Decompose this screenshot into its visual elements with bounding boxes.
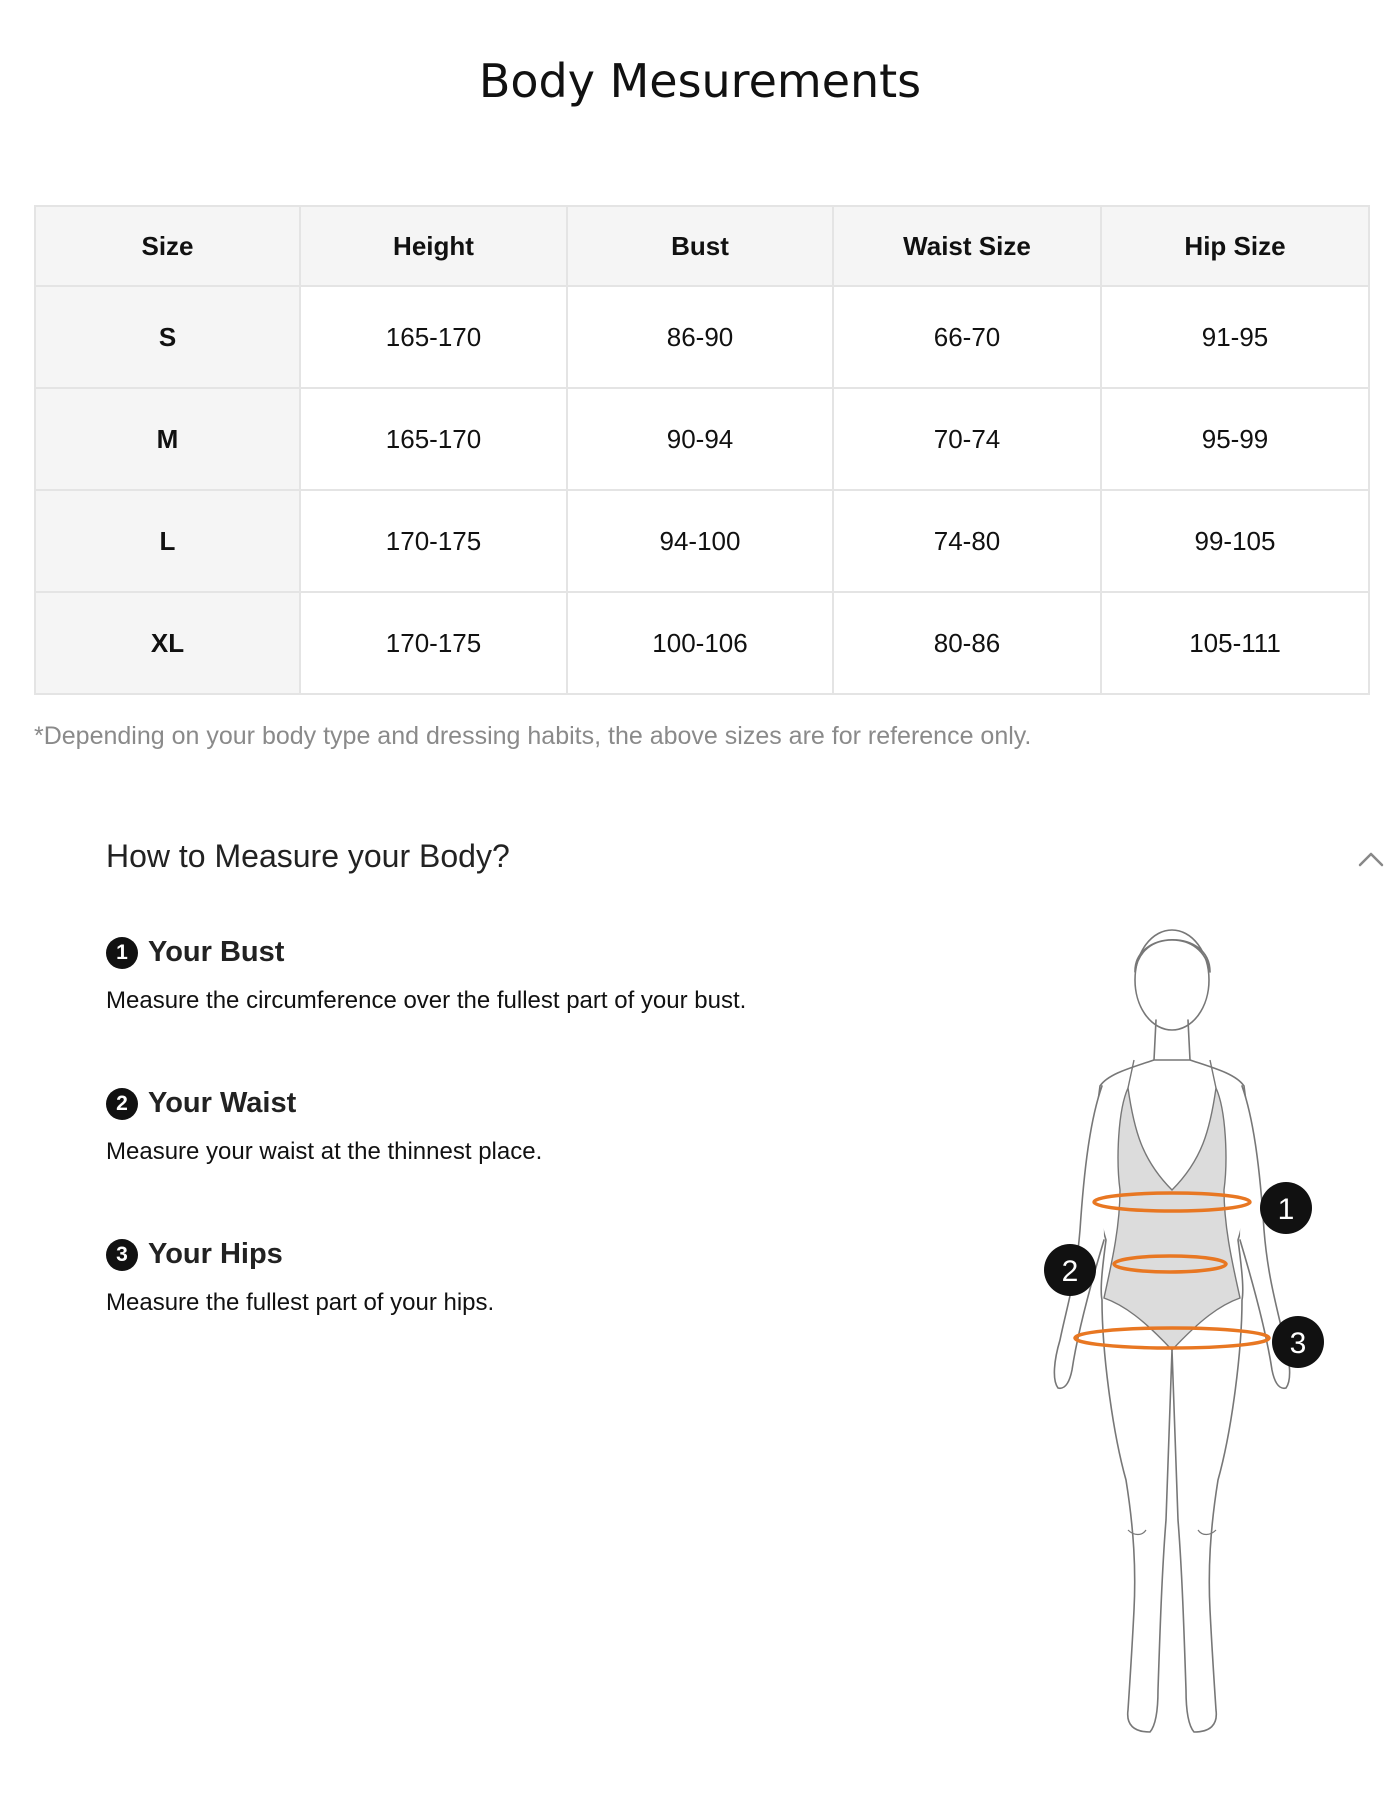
cell-bust: 86-90 xyxy=(567,286,833,388)
header-waist-size: Waist Size xyxy=(833,206,1101,286)
cell-height: 165-170 xyxy=(300,388,567,490)
cell-waist: 74-80 xyxy=(833,490,1101,592)
cell-bust: 94-100 xyxy=(567,490,833,592)
instruction-hips xyxy=(106,1238,494,1317)
instruction-title-text: Your Bust xyxy=(148,936,285,968)
head-shape xyxy=(1135,930,1209,1030)
header-hip-size: Hip Size xyxy=(1101,206,1369,286)
how-to-measure-heading: How to Measure your Body? xyxy=(106,838,510,874)
instruction-title xyxy=(106,936,746,969)
cell-height: 170-175 xyxy=(300,490,567,592)
instruction-title-text: Your Hips xyxy=(148,1238,283,1270)
size-disclaimer: *Depending on your body type and dressing habits, the above sizes are for reference only. xyxy=(34,722,1032,750)
chevron-up-icon xyxy=(1354,846,1388,872)
table-row xyxy=(35,490,1369,592)
page-title: Body Mesurements xyxy=(478,54,922,108)
cell-hip: 95-99 xyxy=(1101,388,1369,490)
body-measurement-figure xyxy=(1030,910,1350,1750)
cell-waist: 70-74 xyxy=(833,388,1101,490)
cell-height: 165-170 xyxy=(300,286,567,388)
cell-hip: 105-111 xyxy=(1101,592,1369,694)
table-header-row xyxy=(35,206,1369,286)
number-3-icon: 3 xyxy=(106,1239,138,1271)
marker-1-label: 1 xyxy=(1277,1193,1295,1226)
marker-2-label: 2 xyxy=(1061,1255,1079,1288)
instruction-bust xyxy=(106,936,746,1015)
table-row xyxy=(35,592,1369,694)
cell-waist: 66-70 xyxy=(833,286,1101,388)
instruction-title xyxy=(106,1238,494,1271)
number-2-icon: 2 xyxy=(106,1088,138,1120)
instruction-description: Measure the fullest part of your hips. xyxy=(106,1289,495,1316)
body-figure-illustration xyxy=(1030,910,1350,1750)
cell-bust: 100-106 xyxy=(567,592,833,694)
cell-waist: 80-86 xyxy=(833,592,1101,694)
header-bust: Bust xyxy=(567,206,833,286)
cell-size: XL xyxy=(35,592,300,694)
marker-3 xyxy=(1272,1316,1324,1368)
cell-size: S xyxy=(35,286,300,388)
cell-height: 170-175 xyxy=(300,592,567,694)
cell-hip: 99-105 xyxy=(1101,490,1369,592)
marker-3-label: 3 xyxy=(1289,1327,1307,1360)
header-height: Height xyxy=(300,206,567,286)
instruction-description: Measure your waist at the thinnest place. xyxy=(106,1138,543,1165)
cell-bust: 90-94 xyxy=(567,388,833,490)
instruction-description: Measure the circumference over the fullest part of your bust. xyxy=(106,987,747,1014)
instruction-waist xyxy=(106,1087,542,1166)
cell-hip: 91-95 xyxy=(1101,286,1369,388)
table-row xyxy=(35,286,1369,388)
instruction-title-text: Your Waist xyxy=(148,1087,297,1119)
number-1-icon: 1 xyxy=(106,937,138,969)
instruction-title xyxy=(106,1087,542,1120)
marker-2 xyxy=(1044,1244,1096,1296)
header-size: Size xyxy=(35,206,300,286)
size-chart-table xyxy=(34,205,1370,695)
cell-size: M xyxy=(35,388,300,490)
collapse-toggle-button[interactable] xyxy=(1354,846,1388,872)
table-row xyxy=(35,388,1369,490)
cell-size: L xyxy=(35,490,300,592)
marker-1 xyxy=(1260,1182,1312,1234)
